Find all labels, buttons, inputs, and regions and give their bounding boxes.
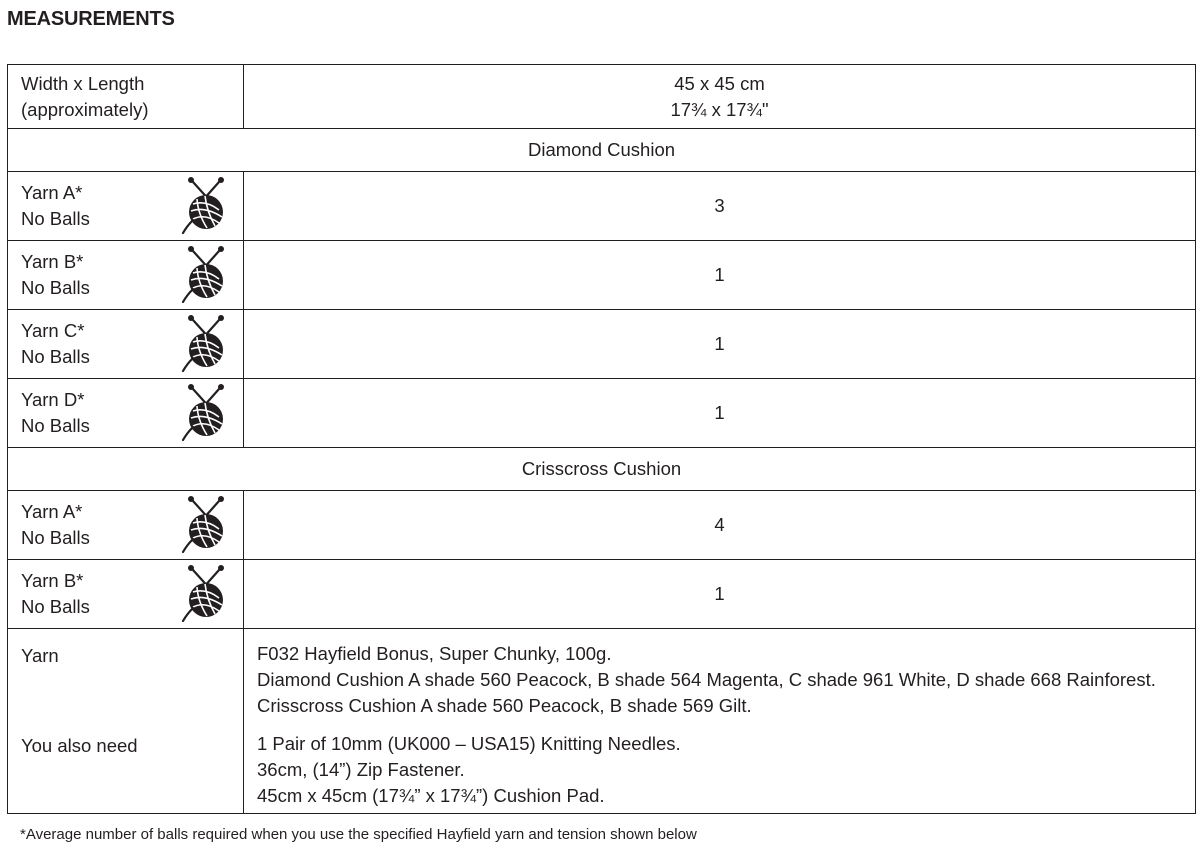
section-header-row (8, 129, 1196, 172)
yarn-row-label (8, 491, 244, 560)
yarn-sublabel: No Balls (21, 208, 90, 229)
dimensions-value (244, 65, 1196, 129)
yarn-row-label (8, 241, 244, 310)
yarn-name: Yarn B* (21, 570, 84, 591)
you-also-need-label: You also need (21, 735, 138, 756)
yarn-row (8, 310, 1196, 379)
dimensions-row (8, 65, 1196, 129)
yarn-row-label (8, 172, 244, 241)
yarn-row (8, 560, 1196, 629)
yarn-row (8, 379, 1196, 448)
yarn-row-label (8, 560, 244, 629)
yarn-row-label (8, 310, 244, 379)
yarn-ball-with-needles-icon (181, 383, 229, 441)
section-title: Crisscross Cushion (8, 448, 1196, 491)
yarn-detail-line: F032 Hayfield Bonus, Super Chunky, 100g. (257, 643, 612, 664)
dimensions-value-line: 17¾ x 17¾" (670, 98, 769, 120)
section-title: Diamond Cushion (8, 129, 1196, 172)
footnote: *Average number of balls required when you use the specified Hayfield yarn and tension shown below (20, 826, 697, 843)
yarn-ball-with-needles-icon (181, 176, 229, 234)
yarn-name: Yarn B* (21, 251, 84, 272)
need-detail-line: 1 Pair of 10mm (UK000 – USA15) Knitting Needles. (257, 733, 681, 754)
yarn-details-row (8, 629, 1196, 814)
yarn-sublabel: No Balls (21, 527, 90, 548)
yarn-balls-value: 3 (244, 172, 1196, 241)
yarn-ball-with-needles-icon (181, 314, 229, 372)
page-heading: MEASUREMENTS (7, 8, 175, 30)
dimensions-value-line: 45 x 45 cm (674, 72, 765, 94)
dimensions-label-line: Width x Length (21, 72, 145, 94)
yarn-row (8, 491, 1196, 560)
yarn-details-values (244, 629, 1196, 814)
yarn-detail-line: Crisscross Cushion A shade 560 Peacock, B shade 569 Gilt. (257, 695, 752, 716)
yarn-sublabel: No Balls (21, 346, 90, 367)
yarn-balls-value: 1 (244, 241, 1196, 310)
yarn-balls-value: 1 (244, 310, 1196, 379)
yarn-name: Yarn A* (21, 182, 83, 203)
yarn-row-label (8, 379, 244, 448)
section-header-row (8, 448, 1196, 491)
yarn-ball-with-needles-icon (181, 564, 229, 622)
yarn-name: Yarn C* (21, 320, 85, 341)
yarn-sublabel: No Balls (21, 596, 90, 617)
yarn-balls-value: 1 (244, 379, 1196, 448)
yarn-label: Yarn (21, 645, 59, 666)
yarn-name: Yarn D* (21, 389, 85, 410)
yarn-ball-with-needles-icon (181, 245, 229, 303)
yarn-balls-value: 4 (244, 491, 1196, 560)
need-detail-line: 45cm x 45cm (17¾” x 17¾”) Cushion Pad. (257, 785, 605, 806)
yarn-sublabel: No Balls (21, 415, 90, 436)
need-detail-line: 36cm, (14”) Zip Fastener. (257, 759, 465, 780)
measurements-table (7, 64, 1196, 814)
yarn-sublabel: No Balls (21, 277, 90, 298)
yarn-balls-value: 1 (244, 560, 1196, 629)
yarn-details-labels (8, 629, 244, 814)
dimensions-label (8, 65, 244, 129)
yarn-row (8, 241, 1196, 310)
yarn-row (8, 172, 1196, 241)
dimensions-label-line: (approximately) (21, 98, 149, 120)
yarn-name: Yarn A* (21, 501, 83, 522)
yarn-ball-with-needles-icon (181, 495, 229, 553)
yarn-detail-line: Diamond Cushion A shade 560 Peacock, B shade 564 Magenta, C shade 961 White, D shade 668 Rainforest. (257, 669, 1156, 690)
